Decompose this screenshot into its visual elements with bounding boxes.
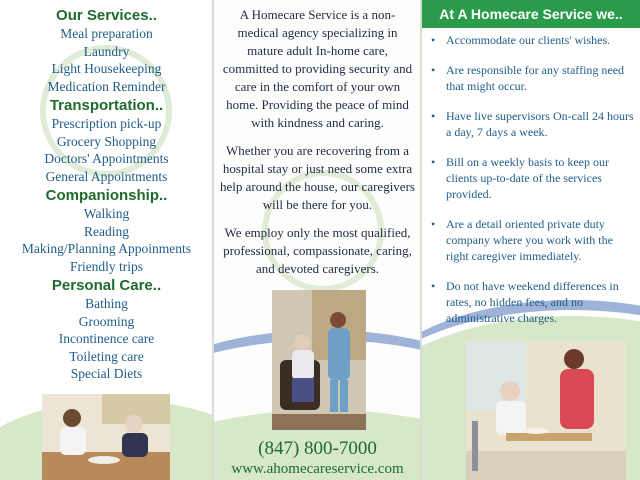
list-item: Light Housekeeping	[51, 61, 162, 76]
list-item: Toileting care	[69, 348, 144, 364]
transportation-heading: Transportation..	[49, 97, 164, 114]
about-text	[220, 6, 415, 288]
bullet-icon: •	[431, 109, 436, 123]
services-panel	[0, 0, 213, 480]
caregiver-helping-senior-photo	[272, 290, 366, 430]
caregiver-serving-meal-photo	[466, 341, 626, 480]
intro-paragraph: A Homecare Service is a non-medical agency specializing in mature adult In-home care, committed to providing security and care in the comfort of your own home. Providing the peace of mind with kindness and caring.	[222, 7, 413, 130]
list-item: Meal preparation	[60, 26, 153, 41]
list-item: Grocery Shopping	[56, 133, 157, 149]
list-item: Friendly trips	[69, 258, 144, 274]
list-item: • Accommodate our clients' wishes.	[431, 33, 611, 47]
list-item: Prescription pick-up	[51, 116, 162, 131]
caregivers-paragraph: We employ only the most qualified, professional, compassionate, caring, and devoted caregivers.	[223, 225, 412, 276]
transportation-list	[0, 115, 213, 185]
website-link[interactable]: www.ahomecareservice.com	[231, 461, 404, 477]
bullet-icon: •	[431, 155, 436, 169]
about-panel	[214, 0, 421, 480]
bullet-icon: •	[431, 33, 436, 47]
companionship-heading: Companionship..	[45, 187, 168, 204]
list-item: Bathing	[85, 296, 128, 311]
list-item: General Appointments	[45, 168, 168, 184]
list-item: Medication Reminder	[47, 78, 166, 94]
list-item: Grooming	[78, 313, 135, 329]
list-item: • Have live supervisors On-call 24 hours a day, 7 days a week.	[431, 109, 634, 139]
benefits-heading: At A Homecare Service we..	[422, 0, 640, 28]
services-heading: Our Services..	[56, 7, 157, 24]
list-item: • Do not have weekend differences in rates, no hidden fees, and no administrative charges.	[431, 279, 619, 325]
services-list	[0, 25, 213, 95]
list-item: Laundry	[83, 43, 130, 59]
bullet-icon: •	[431, 279, 436, 293]
personal-care-heading: Personal Care..	[51, 277, 162, 294]
caregiver-with-senior-photo	[42, 394, 170, 480]
bullet-icon: •	[431, 63, 436, 77]
list-item: Incontinence care	[58, 331, 155, 346]
kitchen-scene-image	[42, 394, 170, 480]
list-item: Reading	[84, 223, 129, 239]
benefits-panel	[422, 0, 640, 480]
list-item: Making/Planning Appoinments	[21, 241, 192, 256]
list-item: • Are a detail oriented private duty company where you work with the right caregiver immediately.	[431, 217, 613, 263]
companionship-list	[0, 205, 213, 275]
personal-care-list	[0, 295, 213, 383]
bedroom-meal-scene-image	[466, 341, 626, 480]
phone-number[interactable]: (847) 800-7000	[258, 438, 377, 459]
bullet-icon: •	[431, 217, 436, 231]
list-item: Walking	[83, 206, 130, 221]
list-item: • Bill on a weekly basis to keep our clients up-to-date of the services provided.	[431, 155, 609, 201]
living-room-scene-image	[272, 290, 366, 430]
recovery-paragraph: Whether you are recovering from a hospital stay or just need some extra help around the house, our caregivers will be there for you.	[220, 143, 415, 212]
list-item: • Are responsible for any staffing need that might occur.	[431, 63, 625, 93]
list-item: Doctors' Appointments	[44, 151, 169, 166]
benefits-list	[422, 32, 640, 340]
list-item: Special Diets	[70, 366, 143, 381]
